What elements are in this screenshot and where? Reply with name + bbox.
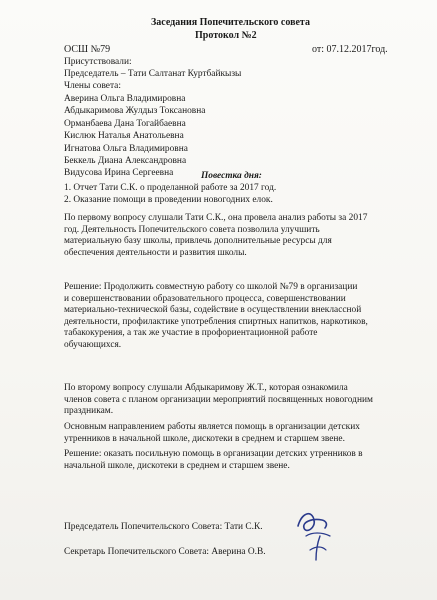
member-item: Орманбаева Дана Тогайбаевна bbox=[64, 119, 186, 129]
protocol-date: от: 07.12.2017год. bbox=[312, 44, 388, 55]
first-decision-paragraph bbox=[64, 282, 368, 352]
member-item: Беккель Диана Александровна bbox=[64, 156, 187, 166]
paragraph-line: и совершенствовании образовательного процесса, совершенствовании bbox=[64, 293, 346, 304]
handwritten-signature-icon bbox=[292, 506, 338, 564]
member-item: Кислюк Наталья Анатольевна bbox=[64, 131, 184, 141]
paragraph-line: По первому вопросу слушали Тати С.К., она провела анализ работы за 2017 bbox=[64, 213, 368, 223]
agenda-heading: Повестка дня: bbox=[201, 171, 262, 181]
document-subtitle: Протокол №2 bbox=[195, 30, 257, 41]
paragraph-line: По второму вопросу слушали Абдыкаримову Ж.Т., которая ознакомила bbox=[64, 383, 348, 393]
paragraph-line: табакокурения, а так же участие в профориентационной работе bbox=[64, 328, 318, 339]
member-item: Абдыкаримова Жулдыз Токсановна bbox=[64, 106, 206, 116]
present-label: Присутствовали: bbox=[64, 57, 132, 67]
first-question-paragraph bbox=[64, 213, 367, 259]
member-item: Аверина Ольга Владимировна bbox=[64, 94, 186, 104]
secretary-signature-line: Секретарь Попечительского Совета: Аверина О.В. bbox=[64, 547, 266, 557]
paragraph-line: начальной школе, дискотеки в среднем и старшем звене. bbox=[64, 460, 290, 471]
paragraph-line: обучающихся. bbox=[64, 339, 122, 350]
agenda-item: 1. Отчет Тати С.К. о проделанной работе за 2017 год. bbox=[64, 183, 277, 193]
school-number: ОСШ №79 bbox=[64, 44, 111, 55]
chair-signature-line: Председатель Попечительского Совета: Тати С.К. bbox=[64, 522, 263, 532]
paragraph-line: Основным направлением работы является помощь в организации детских bbox=[64, 422, 360, 432]
document-title: Заседания Попечительского совета bbox=[151, 17, 310, 28]
main-direction-paragraph bbox=[64, 422, 360, 445]
paragraph-line: Решение: оказать посильную помощь в организации детских утренников в bbox=[64, 449, 363, 459]
member-item: Игнатова Ольга Владимировна bbox=[64, 144, 188, 154]
paragraph-line: год. Деятельность Попечительского совета позволила улучшить bbox=[64, 224, 320, 235]
paragraph-line: материально-технической базы, содействие в осуществлении внеклассной bbox=[64, 305, 362, 316]
members-label: Члены совета: bbox=[64, 81, 121, 91]
second-question-paragraph bbox=[64, 383, 373, 418]
paragraph-line: членов совета с планом организации мероприятий посвященных новогодним bbox=[64, 394, 373, 405]
member-item: Видусова Ирина Сергеевна bbox=[64, 168, 174, 178]
paragraph-line: материальную базу школы, привлечь дополнительные ресурсы для bbox=[64, 236, 332, 247]
chair-line: Председатель – Тати Салтанат Куртбайкызы bbox=[64, 69, 242, 79]
agenda-item: 2. Оказание помощи в проведении новогодних елок. bbox=[64, 195, 273, 205]
paragraph-line: утренников в начальной школе, дискотеки в среднем и старшем звене. bbox=[64, 433, 345, 444]
paragraph-line: обеспечения деятельности и развития школы. bbox=[64, 247, 247, 258]
second-decision-paragraph bbox=[64, 449, 363, 472]
paragraph-line: Решение: Продолжить совместную работу со школой №79 в организации bbox=[64, 282, 358, 292]
paragraph-line: деятельности, профилактике употребления спиртных напитков, наркотиков, bbox=[64, 316, 368, 327]
paragraph-line: праздникам. bbox=[64, 406, 114, 417]
